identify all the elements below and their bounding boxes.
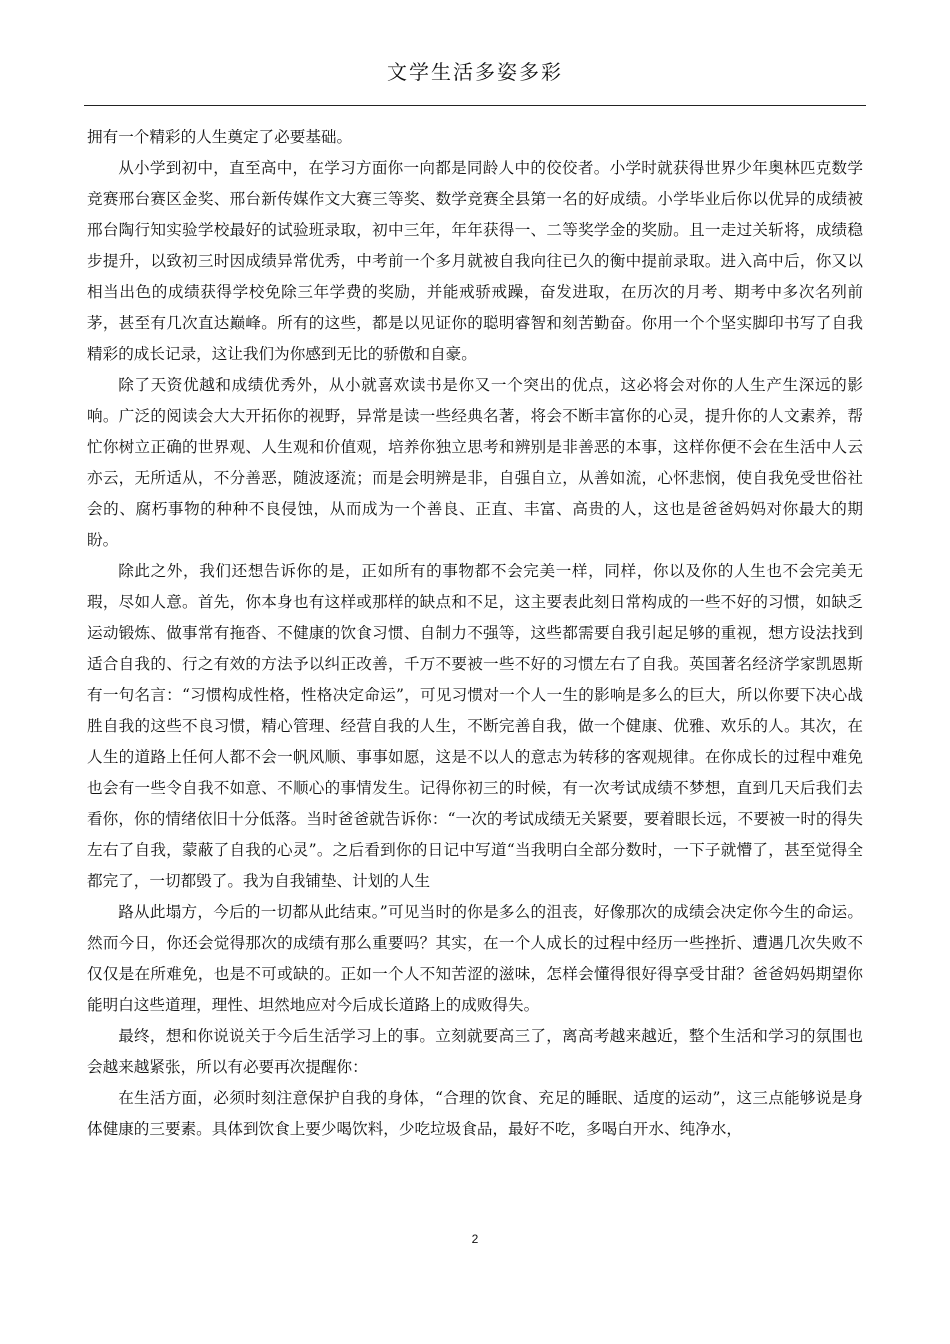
paragraph-continuation: 拥有一个精彩的人生奠定了必要基础。 [87,128,353,146]
paragraph-setbacks: 路从此塌方，今后的一切都从此结束。”可见当时的你是多么的沮丧，好像那次的成绩会决定你今生的命运。然而今日，你还会觉得那次的成绩有那么重要吗？其实，在一个人成长的过程中经历一些挫折、遭遇几次失败不仅仅是在所难免，也是不可或缺的。正如一个人不知苦涩的滋味，怎样会懂得很好得享受甘甜？爸爸妈妈期望你能明白这些道理，理性、坦然地应对今后成长道路上的成败得失。 [87,903,863,1014]
paragraph-final-advice: 最终，想和你说说关于今后生活学习上的事。立刻就要高三了，离高考越来越近，整个生活和学习的氛围也会越来越紧张，所以有必要再次提醒你： [87,1027,863,1076]
paragraph-habits: 除此之外，我们还想告诉你的是，正如所有的事物都不会完美一样，同样，你以及你的人生也不会完美无瑕，尽如人意。首先，你本身也有这样或那样的缺点和不足，这主要表此刻日常构成的一些不好的习惯，如缺乏运动锻炼、做事常有拖沓、不健康的饮食习惯、自制力不强等，这些都需要自我引起足够的重视，想方设法找到适合自我的、行之有效的方法予以纠正改善，千万不要被一些不好的习惯左右了自我。英国著名经济学家凯恩斯有一句名言：“习惯构成性格，性格决定命运”，可见习惯对一个人一生的影响是多么的巨大，所以你要下决心战胜自我的这些不良习惯，精心管理、经营自我的人生，不断完善自我，做一个健康、优雅、欢乐的人。其次，在人生的道路上任何人都不会一帆风顺、事事如愿，这是不以人的意志为转移的客观规律。在你成长的过程中难免也会有一些令自我不如意、不顺心的事情发生。记得你初三的时候，有一次考试成绩不梦想，直到几天后我们去看你，你的情绪依旧十分低落。当时爸爸就告诉你：“一次的考试成绩无关紧要，要着眼长远，不要被一时的得失左右了自我，蒙蔽了自我的心灵”。之后看到你的日记中写道“当我明白全部分数时，一下子就懵了，甚至觉得全都完了，一切都毁了。我为自我铺垫、计划的人生 [87,562,863,890]
page-header-title: 文学生活多姿多彩 [387,60,563,84]
page-number: 2 [471,1232,479,1246]
document-body [87,122,863,1145]
paragraph-achievements: 从小学到初中，直至高中，在学习方面你一向都是同龄人中的佼佼者。小学时就获得世界少年奥林匹克数学竞赛邢台赛区金奖、邢台新传媒作文大赛三等奖、数学竞赛全县第一名的好成绩。小学毕业后你以优异的成绩被邢台陶行知实验学校最好的试验班录取，初中三年，年年获得一、二等奖学金的奖励。且一走过关斩将，成绩稳步提升，以致初三时因成绩异常优秀，中考前一个多月就被自我向往已久的衡中提前录取。进入高中后，你又以相当出色的成绩获得学校免除三年学费的奖励，并能戒骄戒躁，奋发进取，在历次的月考、期考中多次名列前茅，甚至有几次直达巅峰。所有的这些，都是以见证你的聪明睿智和刻苦勤奋。你用一个个坚实脚印书写了自我精彩的成长记录，这让我们为你感到无比的骄傲和自豪。 [87,159,863,363]
paragraph-health: 在生活方面，必须时刻注意保护自我的身体，“合理的饮食、充足的睡眠、适度的运动”，这三点能够说是身体健康的三要素。具体到饮食上要少喝饮料，少吃垃圾食品，最好不吃，多喝白开水、纯净水， [87,1089,863,1138]
paragraph-reading: 除了天资优越和成绩优秀外，从小就喜欢读书是你又一个突出的优点，这必将会对你的人生产生深远的影响。广泛的阅读会大大开拓你的视野，异常是读一些经典名著，将会不断丰富你的心灵，提升你的人文素养，帮忙你树立正确的世界观、人生观和价值观，培养你独立思考和辨别是非善恶的本事，这样你便不会在生活中人云亦云，无所适从，不分善恶，随波逐流；而是会明辨是非，自强自立，从善如流，心怀悲悯，使自我免受世俗社会的、腐朽事物的种种不良侵蚀，从而成为一个善良、正直、丰富、高贵的人，这也是爸爸妈妈对你最大的期盼。 [87,376,863,549]
header-divider [84,105,866,106]
